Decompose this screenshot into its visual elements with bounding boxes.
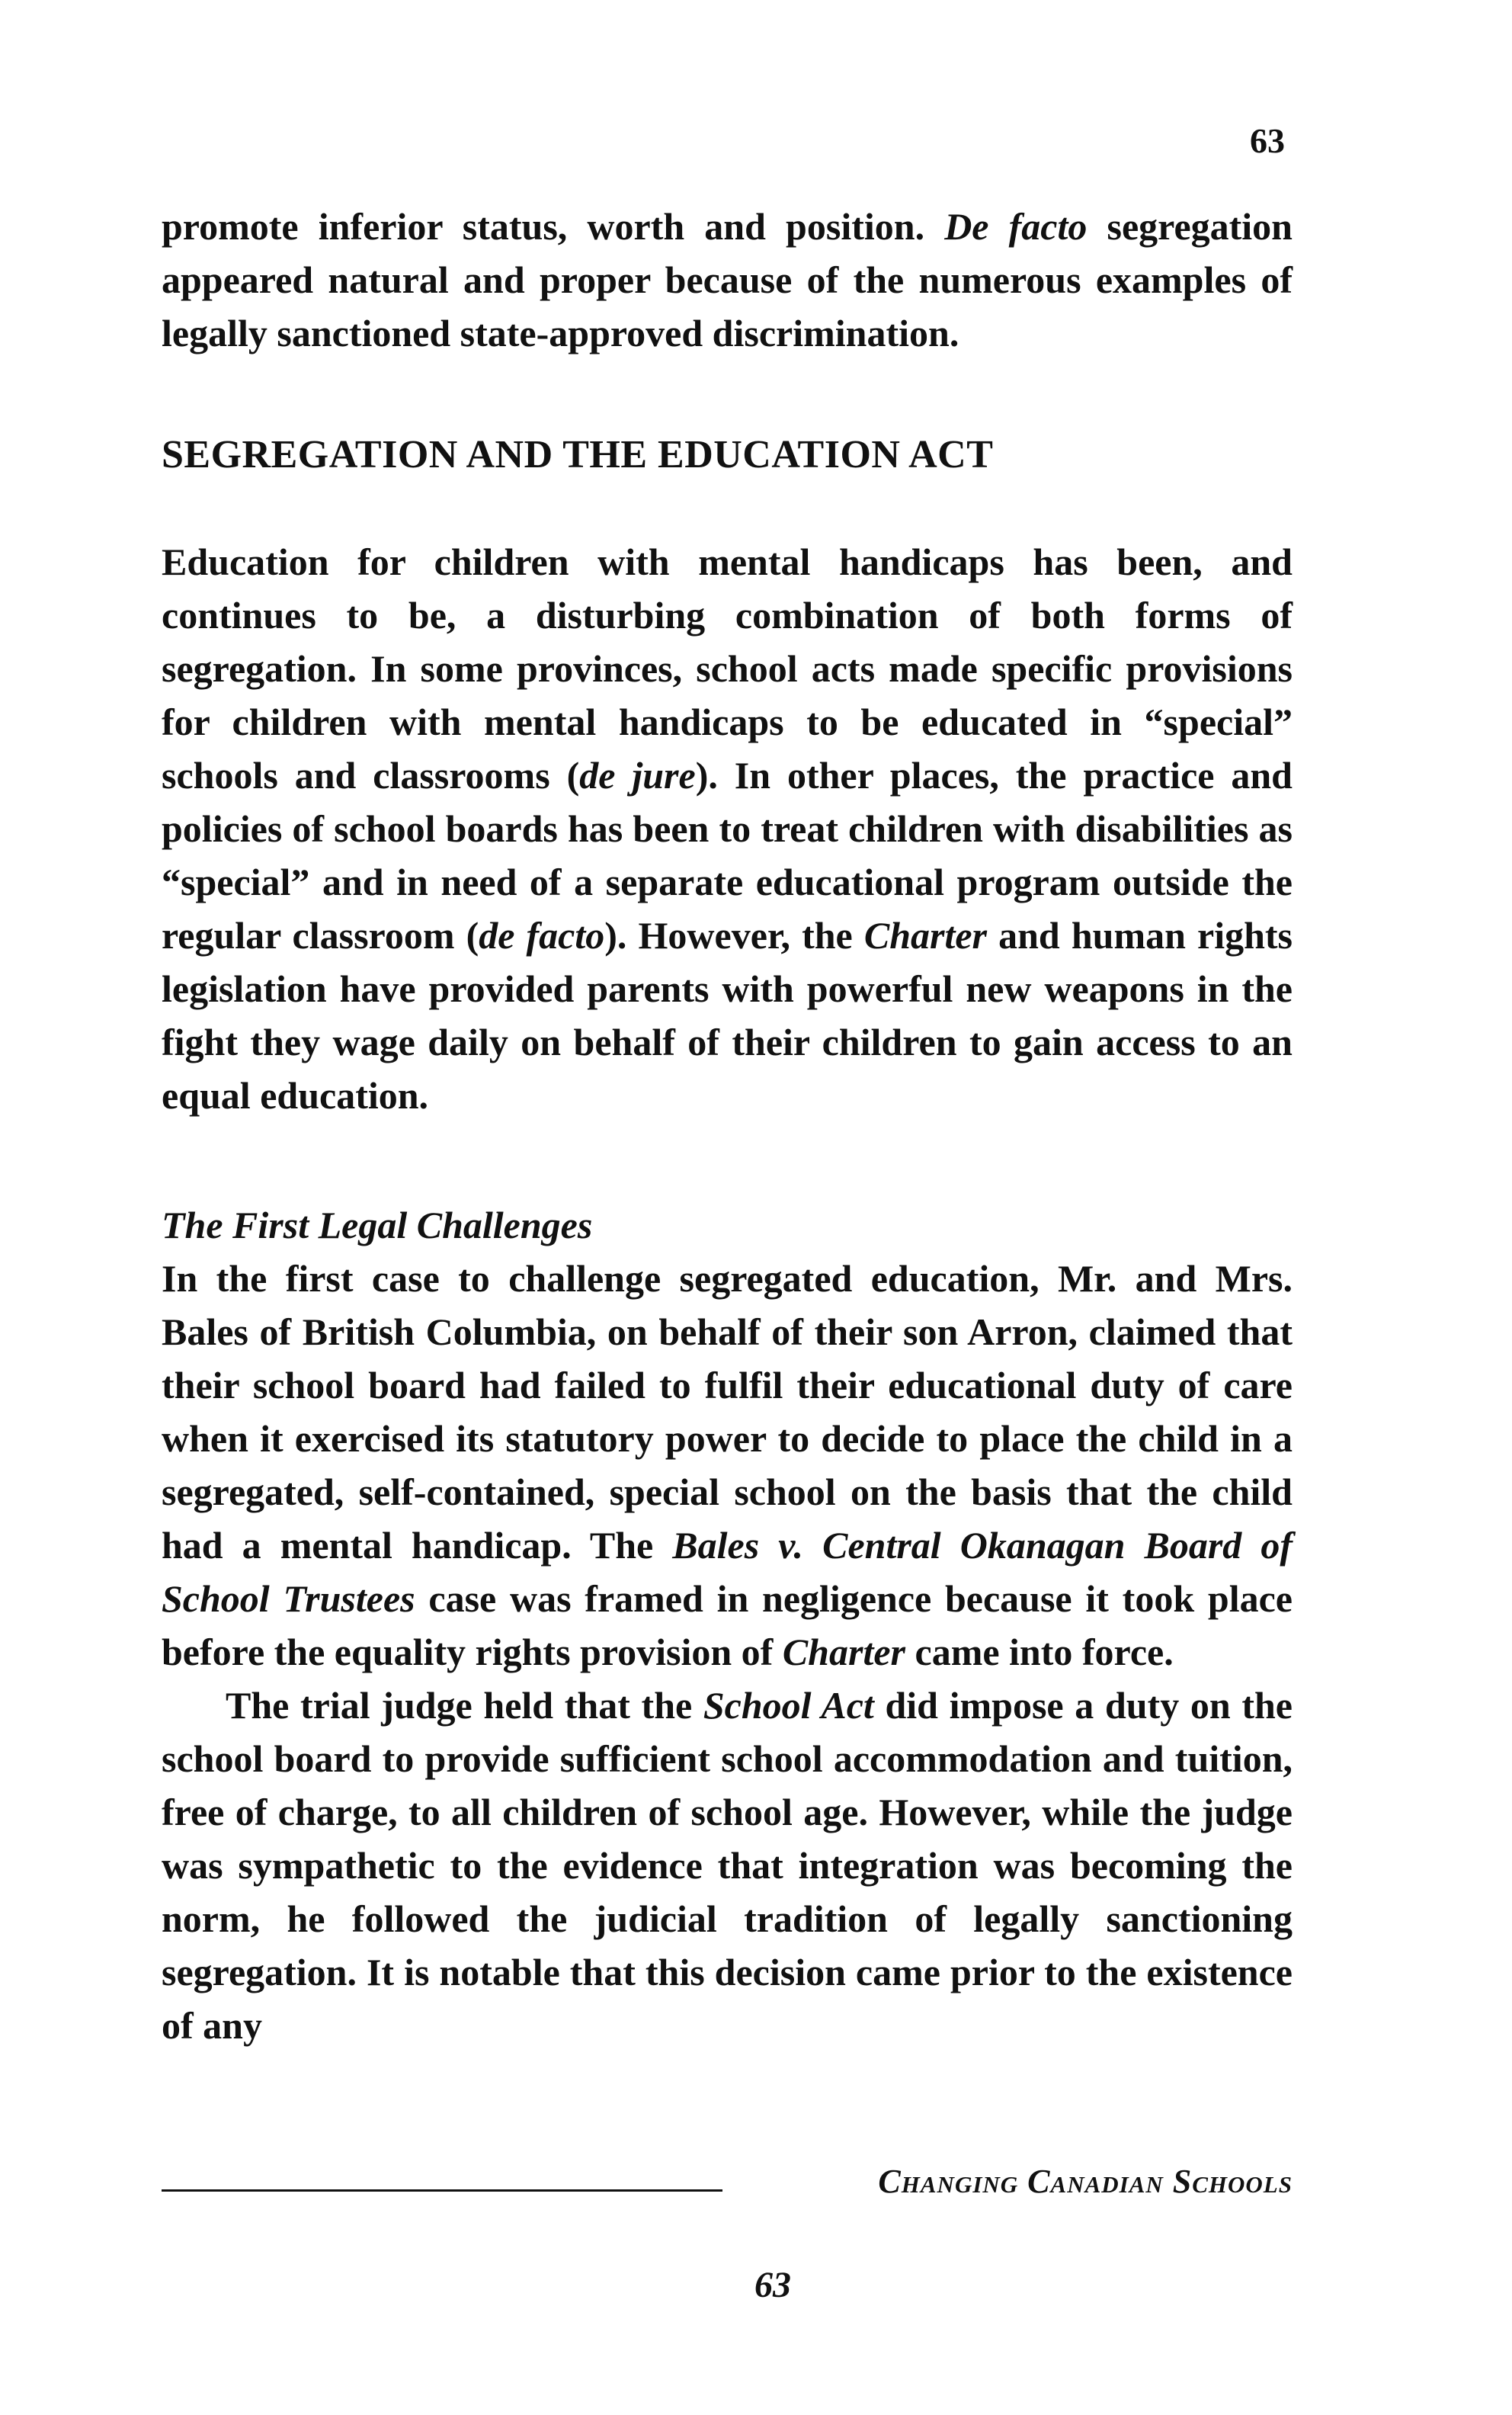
bottom-page-mark: 63 [754,2265,791,2305]
page-footer [162,2162,1293,2208]
text-segment: did impose a duty on the school board to provide sufficient school accommodation and tuition, free of charge, to all children of school age. However, while the judge was sympathetic to the evidence that integration was becoming the norm, he followed the judicial tradition of legally sanctioning segregation. It is notable that this decision came prior to the existence of any [162,1684,1293,2047]
section-paragraph [162,535,1293,1122]
text-segment: promote inferior status, worth and position. [162,205,945,248]
italic-text-segment: de facto [479,914,605,957]
section-heading: SEGREGATION AND THE EDUCATION ACT [162,433,994,476]
footer-rule [162,2189,722,2192]
text-segment: and human rights legislation have provided parents with powerful new weapons in the fight they wage daily on behalf of their children to gain access to an equal education. [162,914,1293,1117]
text-segment: In the first case to challenge segregated education, Mr. and Mrs. Bales of British Columbia, on behalf of their son Arron, claimed that their school board had failed to fulfil their educational duty of care when it exercised its statutory power to decide to place the child in a segregated, self-contained, special school on the basis that the child had a mental handicap. The [162,1257,1293,1567]
italic-text-segment: Bales v. Central Okanagan Board of School Trustees [162,1524,1293,1620]
text-segment: segregation appeared natural and proper because of the numerous examples of legally sanctioned state-approved discrimination. [162,205,1293,354]
italic-text-segment: School Act [703,1684,874,1727]
page-number: 63 [1250,121,1285,160]
italic-text-segment: Charter [863,914,988,957]
text-segment: came into force. [905,1631,1174,1673]
page-body [162,200,1293,2052]
text-segment: The trial judge held that the [226,1684,703,1727]
paragraph-trial-judge [162,1679,1293,2052]
italic-text-segment: Charter [782,1631,905,1673]
subheading-first-legal-challenges: The First Legal Challenges [162,1204,593,1246]
text-segment: Education for children with mental handicaps has been, and continues to be, a disturbing combination of both forms of segregation. In some provinces, school acts made specific provisions for children with mental handicaps to be educated in “special” schools and classrooms ( [162,540,1293,797]
text-segment: ). However, the [604,914,864,957]
intro-paragraph [162,200,1293,360]
paragraph-bales-case [162,1252,1293,1679]
text-segment: case was framed in negligence because it took place before the equality rights provision of [162,1577,1293,1673]
italic-text-segment: de jure [579,754,696,797]
footer-book-title: Changing Canadian Schools [878,2163,1293,2200]
italic-text-segment: De facto [944,205,1088,248]
text-segment: ). In other places, the practice and policies of school boards has been to treat children with disabilities as “special” and in need of a separate educational program outside the regular classroom ( [162,754,1293,957]
